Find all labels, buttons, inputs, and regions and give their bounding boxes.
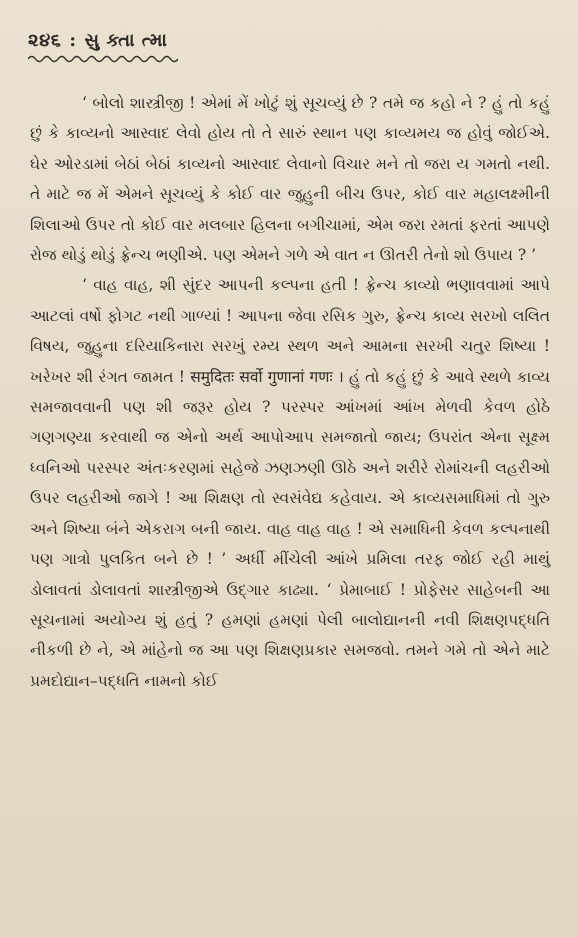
decorative-rule [28,54,178,64]
paragraph: ‘ બોલો શાસ્ત્રીજી ! એમાં મેં ખોટું શું સૂચવ્યું છે ? તમે જ કહો ને ? હું તો કહું છું કે કાવ્યનો આસ્વાદ લેવો હોય તો તે સારું સ્થાન પણ કાવ્યમય જ હોવું જોઈએ. ઘેર ઓરડામાં બેઠાં બેઠાં કાવ્યનો આસ્વાદ લેવાનો વિચાર મને તો જરા ય ગમતો નથી. તે માટે જ મેં એમને સૂચવ્યું કે કોઈ વાર જુહુની બીચ ઉપર, કોઈ વાર મહાલક્ષ્મીની શિલાઓ ઉપર તો કોઈ વાર મલબાર હિલના બગીચામાં, એમ જરા રમતાં ફરતાં આપણે રોજ થોડું થોડું ફ્રેન્ચ ભણીએ. પણ એમને ગળે એ વાત ન ઊતરી તેનો શો ઉપાય ? ’ [30,94,550,265]
body-text [30,88,550,696]
header-separator: : [69,30,77,51]
running-title: સુ ક્તા ત્મા [84,30,168,51]
page-number: ૨૪૬ [28,30,62,51]
paragraph: ‘ વાહ વાહ, શી સુંદર આપની કલ્પના હતી ! ફ્રેન્ચ કાવ્યો ભણાવવામાં આપે આટલાં વર્ષો ફોગટ નથી ગાળ્યાં ! આપના જેવા રસિક ગુરુ, ફ્રેન્ચ કાવ્ય સરખો લલિત વિષય, જુહુના દરિયાકિનારા સરખું રમ્ય સ્થળ અને આમના સરખી ચતુર શિષ્યા ! ખરેખર શી રંગત જામત ! समुदितः सर्वो गुणानां गणः । હું તો કહું છું કે આવે સ્થળે કાવ્ય સમજાવવાની પણ શી જરૂર હોય ? પરસ્પર આંખમાં આંખ મેળવી કેવળ હોઠે ગણગણ્યા કરવાથી જ એનો અર્થ આપોઆપ સમજાતો જાય; ઉપરાંત એના સૂક્ષ્મ ધ્વનિઓ પરસ્પર અંતઃકરણમાં સહેજે ઝણઝણી ઊઠે અને શરીરે રોમાંચની લહરીઓ ઉપર લહરીઓ જાગે ! આ શિક્ષણ તો સ્વસંવેદ્ય કહેવાય. એ કાવ્યસમાધિમાં તો ગુરુ અને શિષ્યા બંને એકરાગ બની જાય. વાહ વાહ વાહ ! એ સમાધિની કેવળ કલ્પનાથી પણ ગાત્રો પુલકિત બને છે ! ’ અર્ધી મીંચેલી આંખે પ્રમિલા તરફ જોઈ રહી માથું ડોલાવતાં ડોલાવતાં શાસ્ત્રીજીએ ઉદ્ગાર કાઢ્યા. ‘ પ્રેમાબાઈ ! પ્રોફેસર સાહેબની આ સૂચનામાં અયોગ્ય શું હતું ? હમણાં હમણાં પેલી બાલોદ્યાનની નવી શિક્ષણપદ્ધતિ નીકળી છે ને, એ માંહેનો જ આ પણ શિક્ષણપ્રકાર સમજવો. તમને ગમે તો એને માટે પ્રમદોદ્યાન–પદ્ધતિ નામનો કોઈ [30,276,550,690]
page-header [28,30,167,51]
